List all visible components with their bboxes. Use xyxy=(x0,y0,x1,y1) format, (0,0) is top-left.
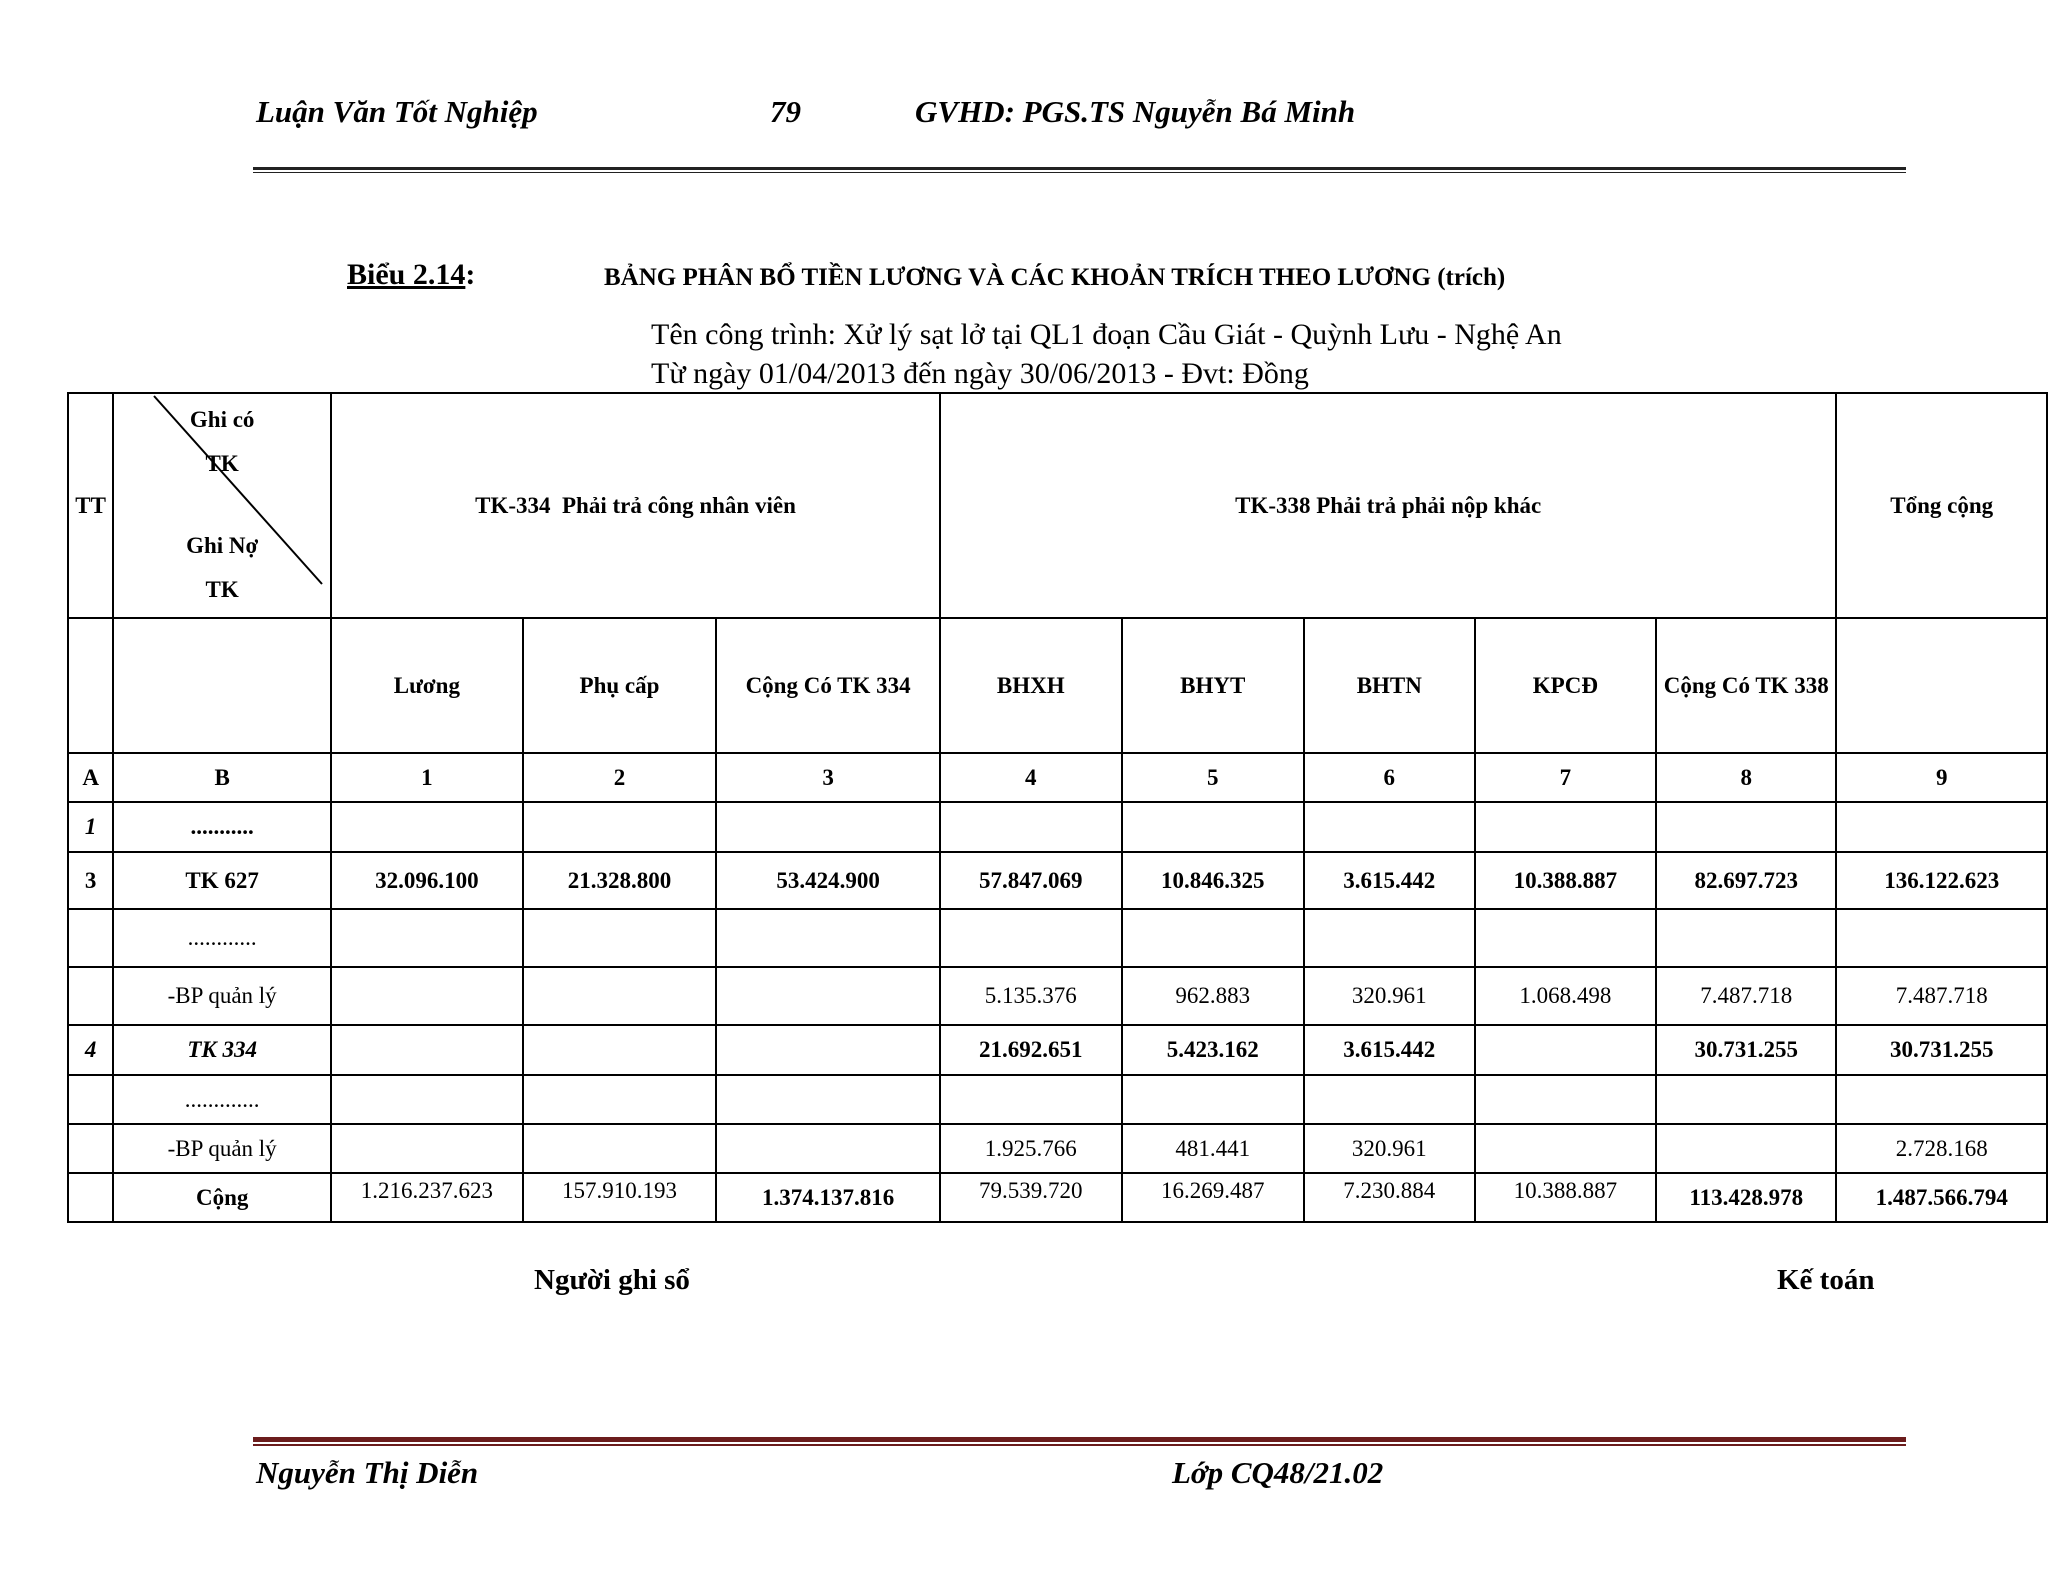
index-cell: 6 xyxy=(1304,753,1475,802)
row-account-cell: ............. xyxy=(113,1075,331,1124)
subheader-phu-cap: Phụ cấp xyxy=(523,618,717,753)
row-value-cell: 7.230.884 xyxy=(1304,1173,1475,1222)
footer-class: Lớp CQ48/21.02 xyxy=(1172,1455,1384,1490)
row-value-cell xyxy=(716,802,940,852)
row-account-cell: TK 334 xyxy=(113,1025,331,1075)
table-subheader-row xyxy=(68,618,2047,753)
row-value-cell xyxy=(1475,909,1657,967)
table-header-row xyxy=(68,393,2047,618)
row-tt-cell xyxy=(68,1173,113,1222)
row-value-cell: 30.731.255 xyxy=(1656,1025,1836,1075)
row-value-cell: 320.961 xyxy=(1304,1124,1475,1173)
row-value-cell xyxy=(940,1075,1122,1124)
subheader-kpcd: KPCĐ xyxy=(1475,618,1657,753)
row-value-cell xyxy=(1304,802,1475,852)
header-page-number: 79 xyxy=(770,94,801,129)
index-cell: B xyxy=(113,753,331,802)
row-value-cell xyxy=(716,1025,940,1075)
row-tt-cell xyxy=(68,909,113,967)
row-tt-cell xyxy=(68,967,113,1025)
row-value-cell: 5.423.162 xyxy=(1122,1025,1305,1075)
footer-rule-thin xyxy=(253,1444,1906,1446)
table-row xyxy=(68,967,2047,1025)
row-value-cell: 30.731.255 xyxy=(1836,1025,2047,1075)
table-row xyxy=(68,1075,2047,1124)
header-rule-thin xyxy=(253,172,1906,173)
row-value-cell: 136.122.623 xyxy=(1836,852,2047,909)
row-value-cell xyxy=(1656,1124,1836,1173)
index-cell: 8 xyxy=(1656,753,1836,802)
row-value-cell xyxy=(1475,1124,1657,1173)
row-value-cell xyxy=(1304,909,1475,967)
row-value-cell: 21.692.651 xyxy=(940,1025,1122,1075)
subheader-bhyt: BHYT xyxy=(1122,618,1305,753)
row-value-cell: 79.539.720 xyxy=(940,1173,1122,1222)
signature-recorder: Người ghi sổ xyxy=(534,1264,690,1296)
row-value-cell: 1.216.237.623 xyxy=(331,1173,523,1222)
row-tt-cell xyxy=(68,1075,113,1124)
subheader-bhxh: BHXH xyxy=(940,618,1122,753)
index-cell: 1 xyxy=(331,753,523,802)
row-value-cell: 32.096.100 xyxy=(331,852,523,909)
row-value-cell: 16.269.487 xyxy=(1122,1173,1305,1222)
row-value-cell xyxy=(1836,1075,2047,1124)
debit-account-label: Ghi Nợ TK xyxy=(186,533,259,602)
header-rule xyxy=(253,167,1906,170)
table-title: BẢNG PHÂN BỔ TIỀN LƯƠNG VÀ CÁC KHOẢN TRÍCH THEO LƯƠNG (trích) xyxy=(604,264,1506,291)
row-value-cell xyxy=(716,967,940,1025)
row-value-cell: 53.424.900 xyxy=(716,852,940,909)
group-header-tk338: TK-338 Phải trả phải nộp khác xyxy=(940,393,1836,618)
table-label: Biểu 2.14: xyxy=(347,258,476,291)
footer-author: Nguyễn Thị Diễn xyxy=(256,1455,479,1490)
row-value-cell xyxy=(1122,909,1305,967)
index-cell: 5 xyxy=(1122,753,1305,802)
subheader-blank xyxy=(113,618,331,753)
row-tt-cell: 4 xyxy=(68,1025,113,1075)
table-row xyxy=(68,909,2047,967)
row-value-cell: 113.428.978 xyxy=(1656,1173,1836,1222)
row-account-cell: ............ xyxy=(113,909,331,967)
row-value-cell xyxy=(940,909,1122,967)
row-value-cell xyxy=(523,909,717,967)
subheader-luong: Lương xyxy=(331,618,523,753)
row-account-cell: ........... xyxy=(113,802,331,852)
row-value-cell: 1.374.137.816 xyxy=(716,1173,940,1222)
header-advisor: GVHD: PGS.TS Nguyễn Bá Minh xyxy=(915,94,1356,129)
row-value-cell: 3.615.442 xyxy=(1304,852,1475,909)
table-row xyxy=(68,802,2047,852)
table-body xyxy=(68,802,2047,1222)
row-value-cell xyxy=(523,1025,717,1075)
row-value-cell: 320.961 xyxy=(1304,967,1475,1025)
index-cell: 9 xyxy=(1836,753,2047,802)
row-account-cell: TK 627 xyxy=(113,852,331,909)
credit-account-label: Ghi có TK xyxy=(189,407,255,476)
row-value-cell xyxy=(1656,802,1836,852)
row-value-cell: 10.388.887 xyxy=(1475,1173,1657,1222)
index-row xyxy=(68,753,2047,802)
row-value-cell: 2.728.168 xyxy=(1836,1124,2047,1173)
row-value-cell xyxy=(331,909,523,967)
table-row xyxy=(68,1173,2047,1222)
row-value-cell xyxy=(1836,909,2047,967)
row-value-cell: 82.697.723 xyxy=(1656,852,1836,909)
table-row xyxy=(68,852,2047,909)
row-value-cell: 1.068.498 xyxy=(1475,967,1657,1025)
group-header-tk334: TK-334 Phải trả công nhân viên xyxy=(331,393,940,618)
row-value-cell: 57.847.069 xyxy=(940,852,1122,909)
header-thesis-label: Luận Văn Tốt Nghiệp xyxy=(256,94,538,129)
tt-header: TT xyxy=(68,393,113,618)
row-value-cell xyxy=(1304,1075,1475,1124)
row-value-cell: 7.487.718 xyxy=(1836,967,2047,1025)
subheader-cong-co-334: Cộng Có TK 334 xyxy=(716,618,940,753)
row-value-cell xyxy=(331,1075,523,1124)
row-value-cell xyxy=(1475,1075,1657,1124)
row-value-cell: 962.883 xyxy=(1122,967,1305,1025)
row-value-cell xyxy=(1656,1075,1836,1124)
row-value-cell xyxy=(1836,802,2047,852)
row-value-cell xyxy=(523,1075,717,1124)
row-value-cell xyxy=(523,1124,717,1173)
row-value-cell xyxy=(716,909,940,967)
salary-allocation-table xyxy=(67,392,2048,1223)
row-value-cell: 157.910.193 xyxy=(523,1173,717,1222)
row-value-cell xyxy=(331,1025,523,1075)
row-value-cell: 10.388.887 xyxy=(1475,852,1657,909)
row-value-cell xyxy=(1122,1075,1305,1124)
index-cell: 7 xyxy=(1475,753,1657,802)
row-account-cell: Cộng xyxy=(113,1173,331,1222)
group-header-total: Tổng cộng xyxy=(1836,393,2047,618)
row-value-cell: 3.615.442 xyxy=(1304,1025,1475,1075)
row-value-cell: 7.487.718 xyxy=(1656,967,1836,1025)
signature-accountant: Kế toán xyxy=(1777,1264,1875,1296)
period-unit: Từ ngày 01/04/2013 đến ngày 30/06/2013 - Đvt: Đồng xyxy=(651,357,1309,390)
subheader-blank xyxy=(68,618,113,753)
index-cell: 3 xyxy=(716,753,940,802)
row-value-cell: 21.328.800 xyxy=(523,852,717,909)
index-cell: A xyxy=(68,753,113,802)
row-account-cell: -BP quản lý xyxy=(113,1124,331,1173)
table-row xyxy=(68,1025,2047,1075)
row-value-cell xyxy=(716,1075,940,1124)
row-value-cell xyxy=(1122,802,1305,852)
row-tt-cell: 1 xyxy=(68,802,113,852)
project-name: Tên công trình: Xử lý sạt lở tại QL1 đoạn Cầu Giát - Quỳnh Lưu - Nghệ An xyxy=(651,318,1562,351)
index-cell: 4 xyxy=(940,753,1122,802)
subheader-blank xyxy=(1836,618,2047,753)
row-value-cell: 1.487.566.794 xyxy=(1836,1173,2047,1222)
row-value-cell xyxy=(1475,1025,1657,1075)
subheader-cong-co-338: Cộng Có TK 338 xyxy=(1656,618,1836,753)
row-value-cell xyxy=(331,802,523,852)
subheader-bhtn: BHTN xyxy=(1304,618,1475,753)
row-value-cell xyxy=(1475,802,1657,852)
row-value-cell xyxy=(1656,909,1836,967)
row-value-cell xyxy=(523,802,717,852)
row-value-cell xyxy=(523,967,717,1025)
row-value-cell: 5.135.376 xyxy=(940,967,1122,1025)
row-tt-cell: 3 xyxy=(68,852,113,909)
row-tt-cell xyxy=(68,1124,113,1173)
row-value-cell xyxy=(331,1124,523,1173)
row-value-cell xyxy=(940,802,1122,852)
row-value-cell xyxy=(716,1124,940,1173)
table-row xyxy=(68,1124,2047,1173)
diagonal-header-cell xyxy=(113,393,331,618)
row-value-cell: 10.846.325 xyxy=(1122,852,1305,909)
index-cell: 2 xyxy=(523,753,717,802)
row-value-cell: 1.925.766 xyxy=(940,1124,1122,1173)
row-value-cell: 481.441 xyxy=(1122,1124,1305,1173)
row-value-cell xyxy=(331,967,523,1025)
row-account-cell: -BP quản lý xyxy=(113,967,331,1025)
footer-rule xyxy=(253,1437,1906,1442)
